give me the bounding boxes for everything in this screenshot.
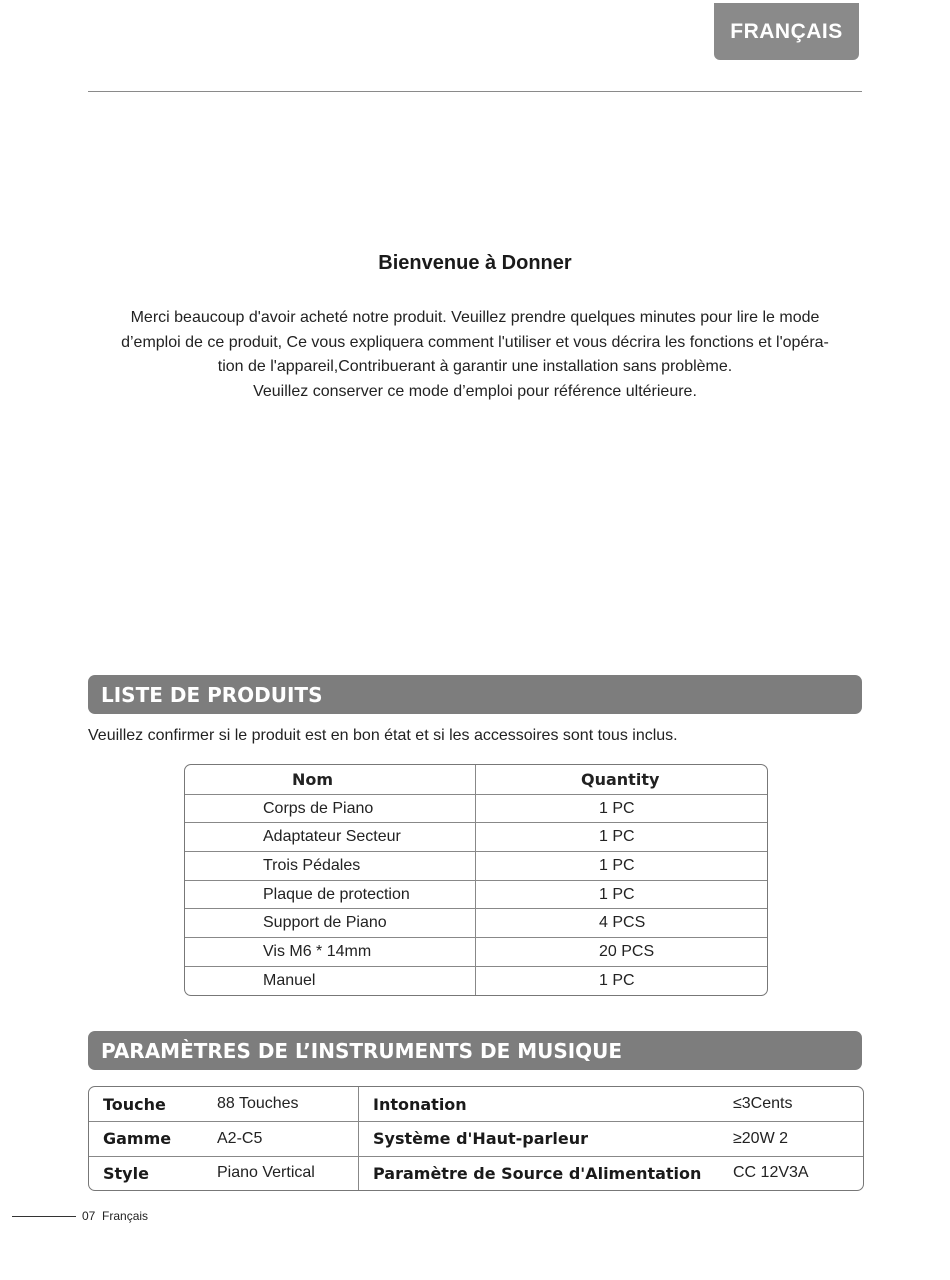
table-row	[185, 794, 767, 823]
product-name: Adaptateur Secteur	[185, 823, 476, 851]
page-footer	[82, 1209, 148, 1223]
product-quantity: 1 PC	[599, 828, 635, 846]
table-header-row	[185, 765, 767, 794]
table-row	[89, 1156, 863, 1190]
product-name: Corps de Piano	[185, 795, 476, 823]
product-list-table	[184, 764, 768, 996]
product-quantity: 1 PC	[599, 885, 635, 903]
product-list-note: Veuillez confirmer si le produit est en bon état et si les accessoires sont tous inclus.	[88, 727, 678, 744]
product-list-section-header: LISTE DE PRODUITS	[88, 675, 862, 714]
column-header-name: Nom	[185, 765, 476, 794]
product-quantity: 1 PC	[599, 971, 635, 989]
product-quantity: 20 PCS	[599, 942, 655, 960]
page-number: 07	[82, 1209, 96, 1223]
param-value: ≥20W 2	[733, 1129, 789, 1147]
product-quantity: 4 PCS	[599, 914, 646, 932]
column-header-quantity: Quantity	[581, 769, 660, 789]
product-name: Vis M6 * 14mm	[185, 938, 476, 966]
table-row	[89, 1087, 863, 1121]
product-quantity: 1 PC	[599, 856, 635, 874]
param-value: CC 12V3A	[733, 1164, 809, 1182]
param-label: Paramètre de Source d'Alimentation	[373, 1163, 702, 1183]
intro-line: Merci beaucoup d'avoir acheté notre produit. Veuillez prendre quelques minutes pour lire le mode	[130, 309, 820, 326]
table-row	[185, 937, 767, 966]
param-label: Gamme	[103, 1129, 172, 1149]
header-divider	[88, 91, 862, 92]
table-row	[185, 851, 767, 880]
table-row	[185, 908, 767, 937]
param-value: 88 Touches	[203, 1087, 359, 1121]
intro-line: d’emploi de ce produit, Ce vous expliquera comment l'utiliser et vous décrira les fonctions et l'opéra-	[121, 333, 829, 351]
footer-divider	[12, 1216, 76, 1217]
product-name: Support de Piano	[185, 909, 476, 937]
param-label: Style	[103, 1163, 149, 1183]
param-label: Intonation	[373, 1094, 467, 1114]
intro-paragraph	[88, 306, 862, 404]
product-name: Plaque de protection	[185, 881, 476, 909]
param-label: Système d'Haut-parleur	[373, 1129, 589, 1149]
table-row	[185, 822, 767, 851]
instrument-parameters-table	[88, 1086, 864, 1191]
intro-line: Veuillez conserver ce mode d’emploi pour référence ultérieure.	[253, 382, 697, 400]
language-tab: FRANÇAIS	[714, 3, 859, 60]
param-value: Piano Vertical	[203, 1157, 359, 1190]
table-row	[185, 966, 767, 995]
table-row	[89, 1121, 863, 1155]
param-value: ≤3Cents	[733, 1095, 793, 1113]
welcome-title: Bienvenue à Donner	[378, 252, 572, 274]
product-name: Manuel	[185, 967, 476, 995]
intro-line: tion de l'appareil,Contribuerant à garantir une installation sans problème.	[217, 358, 733, 375]
param-label: Touche	[103, 1094, 166, 1114]
page-label: Français	[102, 1209, 149, 1223]
table-row	[185, 880, 767, 909]
instrument-parameters-section-header: PARAMÈTRES DE L’INSTRUMENTS DE MUSIQUE	[88, 1031, 862, 1070]
param-value: A2-C5	[203, 1122, 359, 1155]
product-name: Trois Pédales	[185, 852, 476, 880]
product-quantity: 1 PC	[599, 799, 635, 817]
